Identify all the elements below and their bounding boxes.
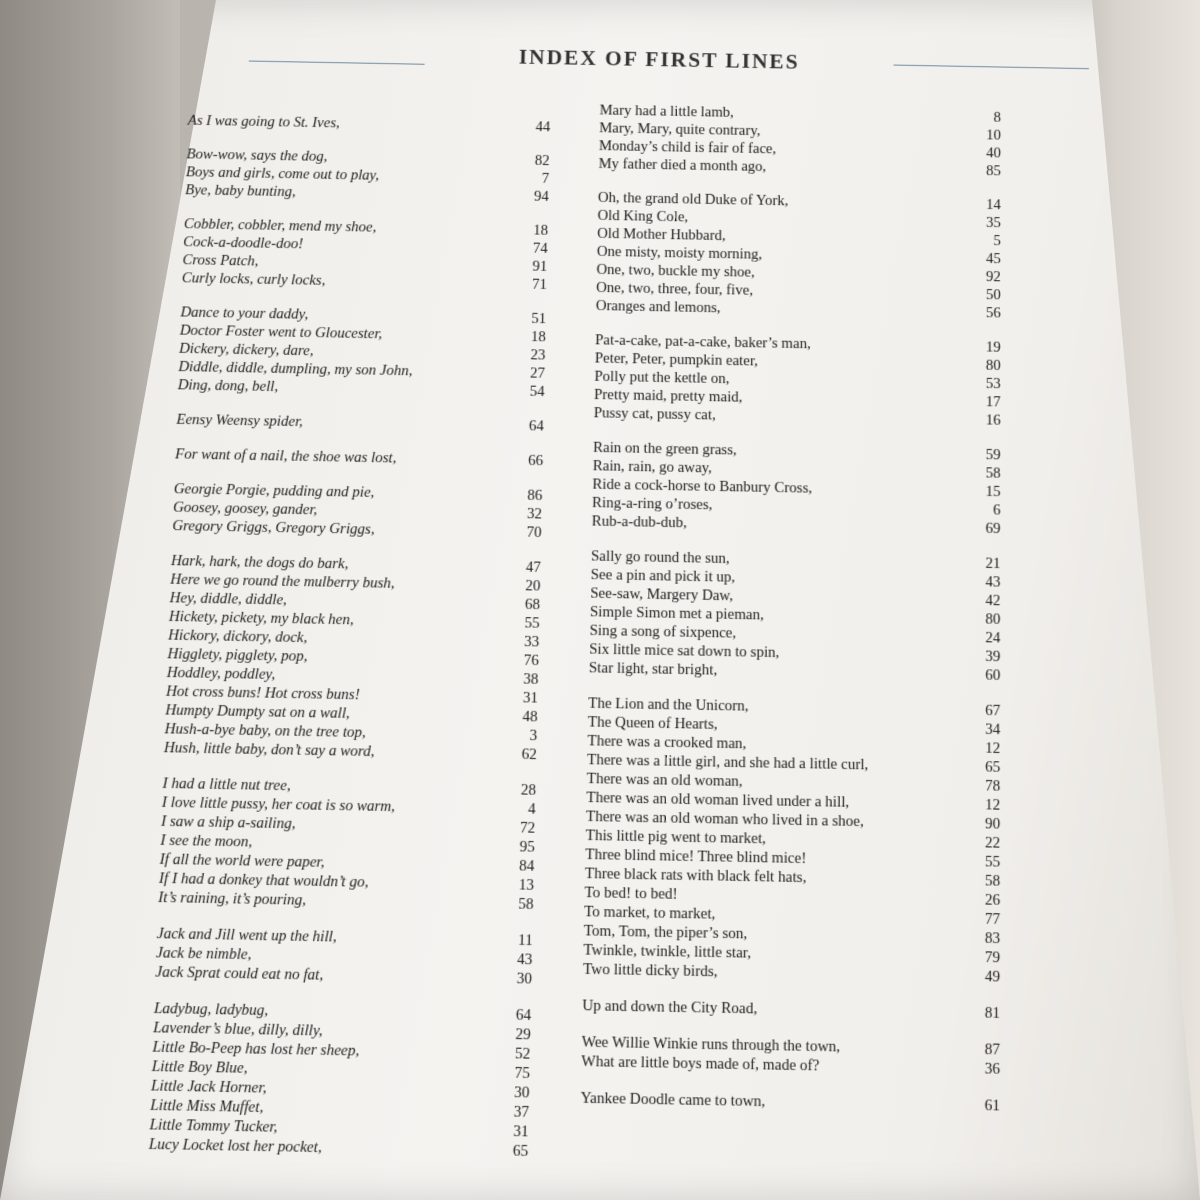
first-line: Hush-a-bye baby, on the tree top, (164, 720, 367, 742)
first-line: I had a little nut tree, (162, 775, 291, 795)
first-line: To bed! to bed! (584, 884, 678, 904)
page-number: 48 (522, 708, 538, 726)
index-entry (187, 113, 550, 138)
page-number: 15 (985, 483, 1001, 501)
page-number: 34 (985, 721, 1001, 739)
left-letter-group (176, 412, 544, 437)
first-line: Pretty maid, pretty maid, (593, 386, 743, 406)
first-line: Cross Patch, (182, 252, 259, 270)
page-number: 24 (985, 629, 1001, 647)
page-number: 26 (984, 891, 1001, 910)
first-line: My father died a month ago, (598, 156, 767, 176)
page-number: 80 (985, 357, 1001, 375)
page-number: 40 (986, 145, 1001, 162)
page-number: 92 (985, 268, 1001, 286)
page-number: 20 (525, 577, 541, 595)
page-number: 35 (986, 214, 1001, 232)
first-line: Rain, rain, go away, (592, 458, 713, 477)
left-letter-group (172, 481, 543, 543)
page-number: 12 (985, 740, 1001, 758)
page-number: 91 (532, 258, 548, 275)
page-number: 82 (534, 152, 550, 170)
first-line: Polly put the kettle on, (594, 368, 730, 388)
page-number: 45 (985, 250, 1001, 268)
left-letter-group (164, 553, 541, 766)
first-line: Wee Willie Winkie runs through the town, (581, 1033, 841, 1056)
left-letter-group (155, 925, 533, 990)
page-number: 21 (985, 555, 1001, 573)
index-entry (175, 446, 544, 471)
page-number: 85 (986, 163, 1001, 180)
first-line: Jack and Jill went up the hill, (156, 925, 337, 946)
first-line: Eensy Weensy spider, (176, 411, 304, 431)
page-number: 66 (528, 452, 544, 470)
page-number: 87 (984, 1041, 1001, 1059)
page-number: 11 (517, 932, 533, 950)
page-number: 6 (993, 502, 1001, 519)
index-entry (580, 1090, 1000, 1117)
page-number: 60 (985, 667, 1001, 685)
first-line: Gregory Griggs, Gregory Griggs, (172, 517, 375, 538)
page-number: 78 (985, 777, 1001, 795)
page-number: 29 (515, 1026, 531, 1044)
first-line: Pat-a-cake, pat-a-cake, baker’s man, (595, 332, 811, 353)
first-line: If I had a donkey that wouldn’t go, (158, 870, 369, 892)
first-line: Little Miss Muffet, (149, 1096, 264, 1117)
first-line: Doctor Foster went to Gloucester, (179, 322, 383, 343)
right-letter-group (589, 548, 1001, 686)
page-number: 61 (984, 1097, 1000, 1115)
page-number: 64 (515, 1006, 532, 1025)
left-letter-group (187, 113, 550, 138)
page-number: 90 (985, 815, 1001, 833)
page-number: 56 (985, 305, 1001, 322)
first-line: One, two, three, four, five, (596, 279, 754, 299)
page-number: 8 (993, 109, 1001, 126)
first-line: Twinkle, twinkle, little star, (583, 941, 752, 962)
page-number: 59 (985, 446, 1001, 464)
left-letter-group (185, 146, 550, 206)
first-line: Hickory, dickory, dock, (167, 627, 308, 647)
first-line: Boys and girls, come out to play, (185, 164, 380, 184)
page-number: 54 (529, 383, 545, 401)
page-number: 43 (985, 573, 1001, 591)
page-number: 58 (518, 895, 534, 914)
index-entry (582, 997, 1000, 1024)
page-number: 22 (985, 834, 1001, 852)
first-line: Ring-a-ring o’roses, (591, 494, 713, 514)
first-line: Yankee Doodle came to town, (580, 1089, 766, 1111)
page-number: 30 (513, 1084, 530, 1102)
page-number: 17 (985, 394, 1001, 411)
page-number: 47 (525, 559, 541, 577)
first-line: The Queen of Hearts, (587, 713, 718, 734)
page-number: 14 (986, 197, 1001, 214)
page-number: 65 (985, 758, 1001, 777)
page-number: 80 (985, 611, 1001, 628)
title-rule-right (894, 65, 1089, 70)
first-line: Here we go round the mulberry bush, (170, 571, 395, 592)
first-line: This little pig went to market, (585, 827, 767, 848)
first-line: There was an old woman, (586, 770, 743, 791)
first-line: Oranges and lemons, (595, 297, 721, 317)
first-line: As I was going to St. Ives, (187, 112, 340, 132)
page-number: 70 (526, 524, 542, 542)
page-number: 10 (986, 127, 1001, 144)
first-line: One misty, moisty morning, (596, 243, 763, 263)
page-number: 18 (530, 328, 546, 346)
right-letter-group (583, 695, 1001, 988)
page-number: 75 (514, 1064, 531, 1083)
page-number: 12 (985, 796, 1001, 814)
page-number: 28 (520, 781, 537, 799)
page-number: 30 (516, 970, 533, 988)
page-number: 74 (532, 240, 548, 257)
first-line: Old King Cole, (597, 207, 689, 226)
first-line: Little Boy Blue, (151, 1058, 248, 1078)
right-index-column (580, 103, 1001, 1135)
first-line: Humpty Dumpty sat on a wall, (165, 702, 351, 723)
first-line: Cobbler, cobbler, mend my shoe, (183, 216, 377, 236)
first-line: Monday’s child is fair of face, (598, 138, 777, 158)
first-line: Sing a song of sixpence, (589, 622, 737, 642)
first-line: Cock-a-doodle-doo! (182, 234, 304, 253)
page-number: 44 (535, 119, 551, 136)
right-letter-group (580, 1090, 1000, 1117)
page-number: 94 (533, 188, 549, 205)
left-letter-group (175, 446, 544, 471)
page-number: 43 (516, 951, 533, 969)
first-line: There was a little girl, and she had a little curl, (586, 751, 869, 774)
page-number: 68 (524, 596, 541, 614)
first-line: Jack Sprat could eat no fat, (155, 963, 324, 984)
page-number: 53 (985, 375, 1001, 393)
right-letter-group (596, 190, 1001, 324)
first-line: Georgie Porgie, pudding and pie, (173, 480, 375, 502)
first-line: Little Jack Horner, (150, 1077, 267, 1097)
first-line: The Lion and the Unicorn, (588, 695, 749, 715)
first-line: Pussy cat, pussy cat, (593, 405, 716, 424)
first-line: I see the moon, (160, 832, 253, 851)
first-line: Diddle, diddle, dumpling, my son John, (178, 358, 413, 380)
first-line: Little Tommy Tucker, (149, 1116, 278, 1137)
page-number: 50 (985, 287, 1001, 304)
page-number: 27 (529, 365, 546, 382)
page-number: 36 (984, 1060, 1000, 1079)
page-number: 5 (993, 233, 1001, 250)
first-line: Two little dicky birds, (582, 960, 718, 981)
page-number: 83 (984, 930, 1001, 948)
first-line: Bye, baby bunting, (184, 182, 296, 201)
first-line: Lucy Locket lost her pocket, (148, 1135, 323, 1157)
page-number: 49 (984, 968, 1001, 986)
page-number: 58 (985, 465, 1001, 482)
first-line: Oh, the grand old Duke of York, (597, 189, 789, 210)
first-line: To market, to market, (583, 903, 716, 923)
page-number: 38 (523, 671, 539, 689)
page-number: 84 (518, 857, 535, 875)
first-line: Ding, dong, bell, (177, 377, 279, 396)
page-number: 55 (524, 615, 540, 632)
first-line: See a pin and pick it up, (590, 566, 736, 586)
first-line: Hush, little baby, don’t say a word, (163, 739, 375, 761)
first-line: There was an old woman lived under a hill, (586, 789, 850, 812)
left-letter-group (177, 304, 546, 402)
page-number: 86 (527, 487, 543, 505)
page-number: 77 (984, 910, 1001, 929)
page-number: 62 (521, 746, 537, 764)
first-line: I saw a ship a-sailing, (160, 813, 296, 833)
page-number: 19 (985, 339, 1001, 356)
page-number: 16 (985, 412, 1001, 429)
page-number: 65 (512, 1142, 529, 1161)
first-line: Mary had a little lamb, (599, 102, 734, 121)
page-number: 52 (514, 1045, 531, 1063)
first-line: Dickery, dickery, dare, (178, 340, 314, 360)
first-line: Higglety, pigglety, pop, (167, 645, 308, 666)
page-number: 37 (513, 1103, 530, 1122)
first-line: Peter, Peter, pumpkin eater, (594, 350, 759, 370)
page-number: 69 (985, 520, 1001, 538)
first-line: Simple Simon met a pieman, (589, 603, 764, 624)
first-line: Hey, diddle, diddle, (169, 589, 288, 609)
first-line: Rain on the green grass, (592, 439, 737, 459)
page-number: 64 (528, 418, 545, 435)
page-number: 95 (519, 838, 535, 856)
first-line: Mary, Mary, quite contrary, (599, 120, 761, 140)
first-line: There was an old woman who lived in a shoe, (585, 808, 864, 831)
page-number: 67 (985, 702, 1001, 720)
first-line: One, two, buckle my shoe, (596, 261, 755, 281)
first-line: Three blind mice! Three blind mice! (585, 846, 807, 868)
first-line: Up and down the City Road, (582, 997, 758, 1018)
right-letter-group (581, 1034, 1000, 1080)
first-line: Lavender’s blue, dilly, dilly, (152, 1019, 323, 1040)
first-line: Hickety, pickety, my black hen, (168, 608, 355, 629)
page-number: 55 (984, 853, 1001, 871)
first-line: See-saw, Margery Daw, (590, 585, 734, 605)
page-number: 51 (531, 310, 547, 328)
first-line: Three black rats with black felt hats, (584, 865, 807, 887)
first-line: Goosey, goosey, gander, (172, 499, 318, 519)
first-line: Tom, Tom, the piper’s son, (583, 922, 748, 943)
page-number: 72 (519, 819, 536, 837)
left-letter-group (148, 1000, 531, 1162)
page-title: INDEX OF FIRST LINES (518, 43, 800, 74)
first-line: Six little mice sat down to spin, (589, 641, 780, 662)
first-line: I love little pussy, her coat is so warm, (161, 794, 396, 816)
page-number: 33 (523, 633, 540, 651)
first-line: Star light, star bright, (588, 659, 718, 679)
index-sheet (135, 18, 1165, 1200)
left-letter-group (158, 775, 536, 915)
page-number: 31 (513, 1123, 529, 1141)
first-line: Dance to your daddy, (180, 304, 309, 323)
first-line: Ladybug, ladybug, (153, 1000, 269, 1020)
first-line: Little Bo-Peep has lost her sheep, (152, 1038, 360, 1060)
page-number: 58 (984, 872, 1001, 890)
first-line: Bow-wow, says the dog, (186, 146, 328, 165)
first-line: Hark, hark, the dogs do bark, (170, 552, 349, 573)
right-letter-group (582, 997, 1000, 1024)
left-index-column (148, 113, 551, 1180)
first-line: Jack be nimble, (155, 944, 252, 964)
left-letter-group (181, 216, 548, 295)
first-line: Curly locks, curly locks, (181, 270, 326, 289)
first-line: If all the world were paper, (159, 851, 325, 872)
first-line: Ride a cock-horse to Banbury Cross, (592, 476, 813, 497)
right-letter-group (594, 332, 1001, 431)
page-number: 39 (985, 648, 1001, 666)
page-number: 18 (533, 222, 549, 239)
title-rule-left (249, 61, 425, 65)
right-letter-group (598, 103, 1001, 182)
page-number: 42 (985, 592, 1001, 610)
first-line: There was a crooked man, (587, 732, 747, 753)
first-line: Hot cross buns! Hot cross buns! (165, 683, 360, 704)
page-number: 71 (531, 276, 548, 293)
first-line: For want of a nail, the shoe was lost, (174, 446, 397, 467)
right-letter-group (591, 440, 1000, 540)
index-entry (176, 412, 544, 437)
page-number: 4 (527, 800, 536, 818)
page-number: 76 (523, 652, 539, 670)
page-number: 32 (526, 505, 543, 523)
page-number: 7 (541, 170, 550, 187)
first-line: It’s raining, it’s pouring, (157, 889, 307, 909)
first-line: Hoddley, poddley, (166, 664, 276, 684)
first-line: Rub-a-dub-dub, (591, 513, 687, 532)
page-number: 13 (518, 876, 535, 895)
first-line: Sally go round the sun, (590, 548, 730, 568)
page-number: 81 (984, 1004, 1001, 1023)
page-number: 23 (530, 347, 546, 364)
page-number: 79 (984, 949, 1001, 967)
page-number: 3 (529, 727, 538, 745)
page-number: 31 (522, 689, 539, 707)
first-line: What are little boys made of, made of? (581, 1053, 820, 1075)
first-line: Old Mother Hubbard, (597, 225, 726, 245)
